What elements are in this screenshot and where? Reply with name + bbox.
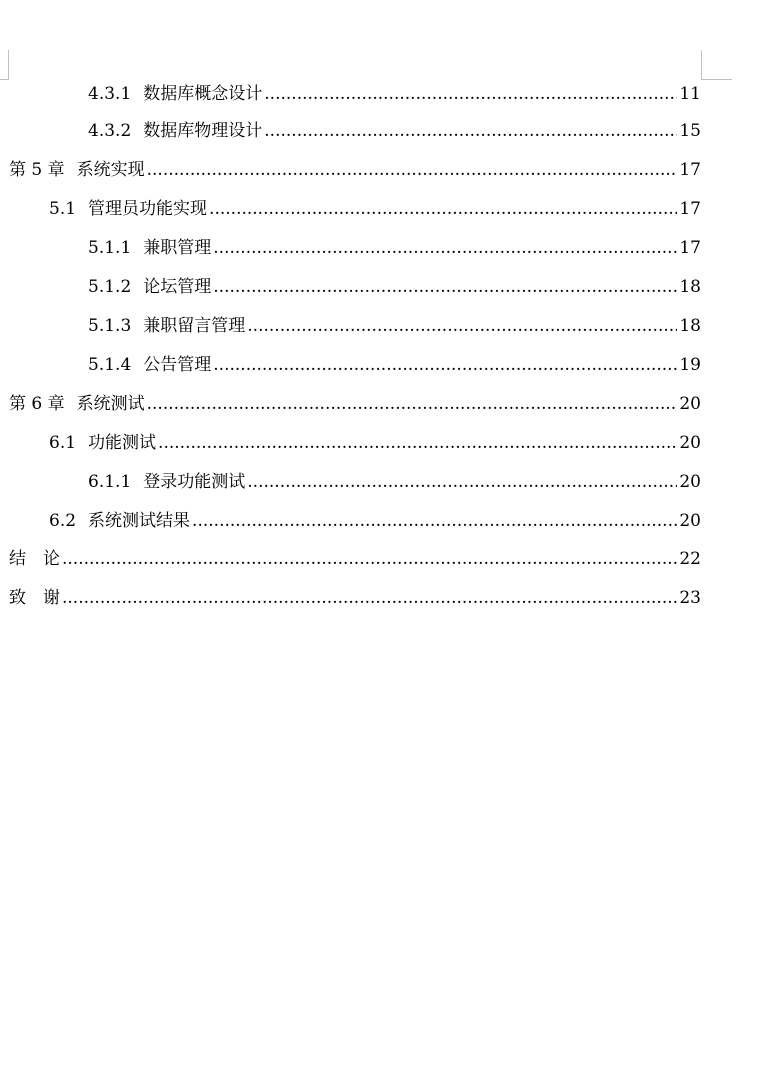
toc-entry-title: 系统实现 bbox=[76, 160, 145, 180]
toc-dot-leader bbox=[62, 546, 677, 572]
toc-dot-leader bbox=[264, 118, 677, 144]
toc-entry-number: 5.1.2 bbox=[88, 277, 132, 297]
toc-entry-chapter-6[interactable] bbox=[9, 391, 701, 417]
toc-entry-title: 论坛管理 bbox=[143, 277, 212, 297]
toc-entry-number: 5.1.4 bbox=[88, 355, 132, 375]
toc-dot-leader bbox=[213, 352, 677, 378]
toc-entry-title: 系统测试结果 bbox=[88, 511, 191, 531]
toc-entry-5-1-4[interactable] bbox=[88, 352, 701, 378]
toc-dot-leader bbox=[147, 391, 678, 417]
toc-entry-title: 登录功能测试 bbox=[143, 472, 246, 492]
toc-entry-title: 兼职留言管理 bbox=[143, 316, 246, 336]
toc-entry-number: 4.3.1 bbox=[88, 84, 132, 104]
toc-entry-6-1-1[interactable] bbox=[88, 469, 701, 495]
toc-entry-4-3-2[interactable] bbox=[88, 118, 701, 144]
toc-entry-4-3-1[interactable] bbox=[88, 81, 701, 107]
toc-dot-leader bbox=[213, 235, 677, 261]
toc-entry-5-1-2[interactable] bbox=[88, 274, 701, 300]
toc-entry-page: 19 bbox=[679, 355, 701, 375]
toc-entry-title: 结 论 bbox=[9, 549, 60, 569]
toc-entry-title: 致 谢 bbox=[9, 588, 60, 608]
toc-dot-leader bbox=[209, 196, 677, 222]
toc-entry-title: 数据库概念设计 bbox=[143, 84, 263, 104]
toc-dot-leader bbox=[192, 508, 677, 534]
toc-dot-leader bbox=[158, 430, 677, 456]
toc-entry-page: 20 bbox=[679, 472, 701, 492]
toc-dot-leader bbox=[247, 469, 677, 495]
toc-dot-leader bbox=[247, 313, 677, 339]
toc-entry-title: 公告管理 bbox=[143, 355, 212, 375]
toc-entry-number: 第 6 章 bbox=[9, 394, 65, 414]
toc-entry-page: 23 bbox=[679, 588, 701, 608]
toc-entry-conclusion[interactable] bbox=[9, 546, 701, 572]
toc-entry-page: 20 bbox=[679, 433, 701, 453]
toc-entry-chapter-5[interactable] bbox=[9, 157, 701, 183]
toc-entry-page: 18 bbox=[679, 316, 701, 336]
toc-entry-number: 第 5 章 bbox=[9, 160, 65, 180]
toc-entry-6-2[interactable] bbox=[49, 508, 701, 534]
toc-entry-number: 5.1.1 bbox=[88, 238, 132, 258]
toc-entry-number: 4.3.2 bbox=[88, 121, 132, 141]
toc-entry-5-1[interactable] bbox=[49, 196, 701, 222]
toc-entry-5-1-3[interactable] bbox=[88, 313, 701, 339]
toc-entry-5-1-1[interactable] bbox=[88, 235, 701, 261]
toc-entry-title: 兼职管理 bbox=[143, 238, 212, 258]
toc-entry-number: 6.1.1 bbox=[88, 472, 132, 492]
toc-entry-title: 数据库物理设计 bbox=[143, 121, 263, 141]
toc-entry-page: 22 bbox=[679, 549, 701, 569]
toc-entry-page: 20 bbox=[679, 394, 701, 414]
toc-entry-number: 5.1 bbox=[49, 199, 77, 219]
toc-dot-leader bbox=[213, 274, 677, 300]
toc-entry-page: 20 bbox=[679, 511, 701, 531]
toc-entry-page: 15 bbox=[679, 121, 701, 141]
toc-entry-title: 管理员功能实现 bbox=[88, 199, 208, 219]
toc-entry-page: 18 bbox=[679, 277, 701, 297]
toc-entry-page: 11 bbox=[679, 84, 701, 104]
toc-entry-number: 6.2 bbox=[49, 511, 77, 531]
toc-entry-number: 6.1 bbox=[49, 433, 77, 453]
toc-entry-page: 17 bbox=[679, 160, 701, 180]
toc-entry-page: 17 bbox=[679, 238, 701, 258]
toc-entry-acknowledgements[interactable] bbox=[9, 585, 701, 611]
toc-dot-leader bbox=[264, 81, 677, 107]
toc-entry-6-1[interactable] bbox=[49, 430, 701, 456]
toc-dot-leader bbox=[62, 585, 677, 611]
toc-entry-page: 17 bbox=[679, 199, 701, 219]
toc-entry-title: 系统测试 bbox=[76, 394, 145, 414]
toc-dot-leader bbox=[147, 157, 678, 183]
toc-entry-title: 功能测试 bbox=[88, 433, 157, 453]
toc-entry-number: 5.1.3 bbox=[88, 316, 132, 336]
